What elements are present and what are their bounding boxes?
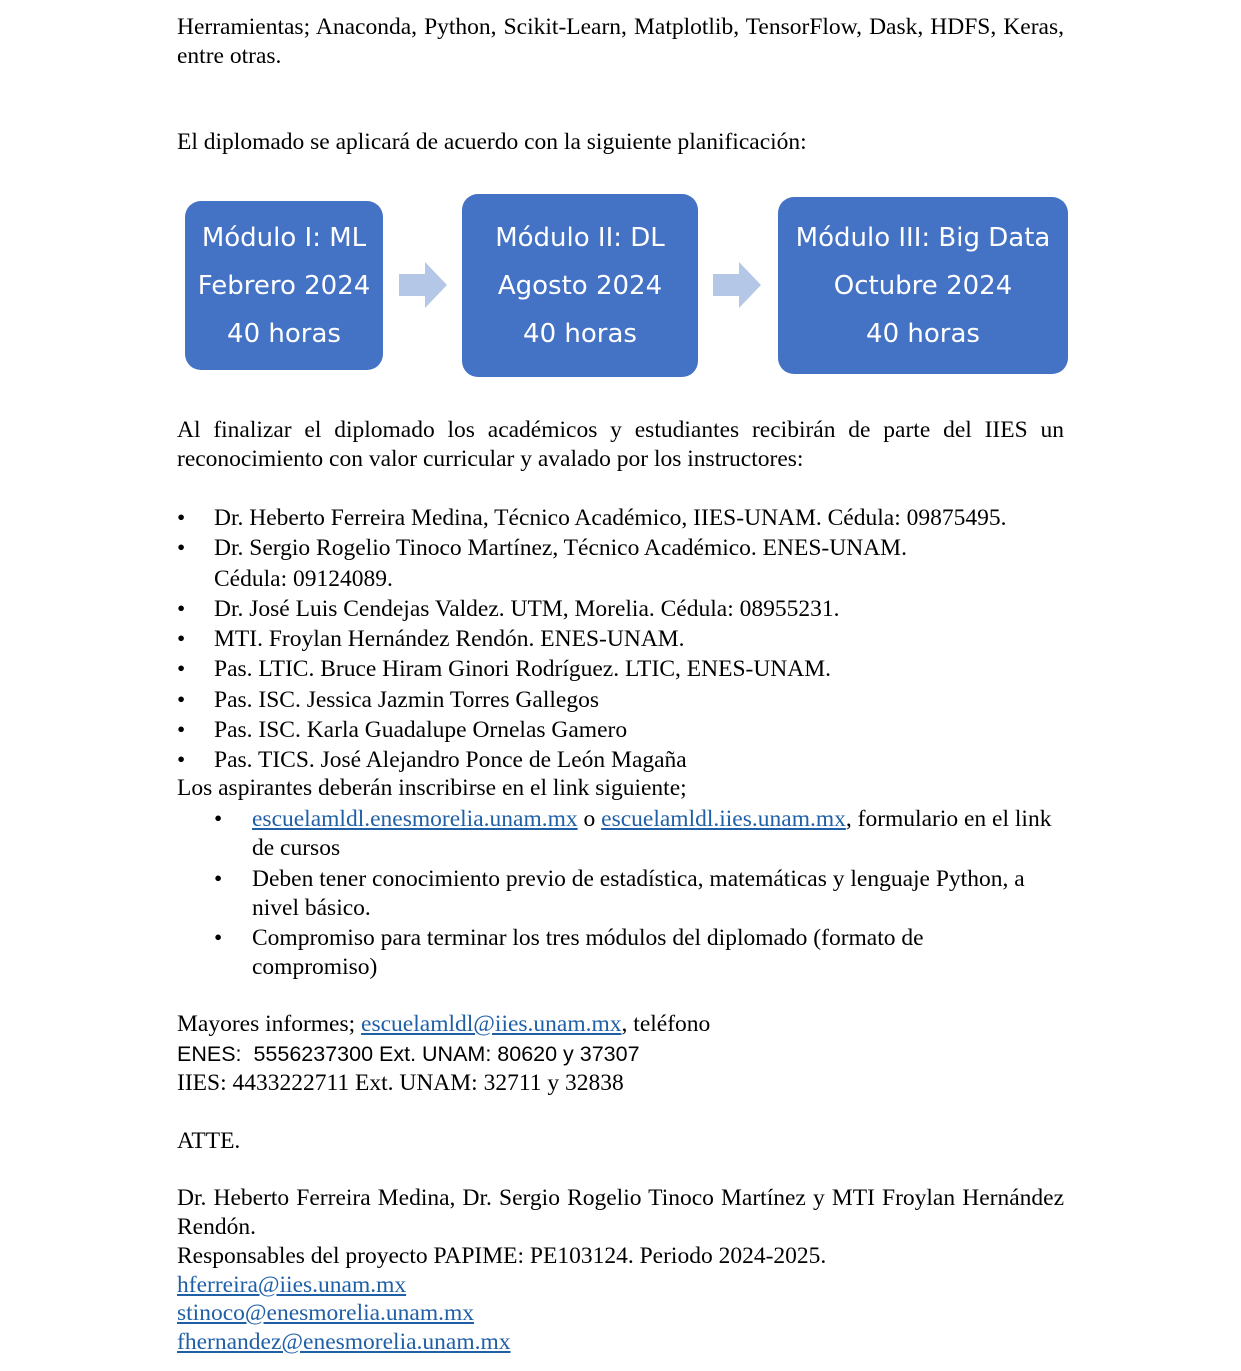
list-item [177, 503, 1077, 533]
requirement-text: Deben tener conocimiento previo de estadística, matemáticas y lenguaje Python, a nivel básico. [252, 865, 1025, 921]
contact-line [177, 1010, 1064, 1039]
instructor-name: Dr. Heberto Ferreira Medina, Técnico Académico, IIES-UNAM. Cédula: 09875495. [214, 505, 1007, 531]
module-1-box [185, 201, 383, 370]
bullet: • [177, 535, 186, 562]
bullet: • [177, 505, 186, 531]
list-item [177, 685, 1077, 715]
arrow-right-icon [713, 262, 761, 308]
recognition-paragraph: Al finalizar el diplomado los académicos y estudiantes recibirán de parte del IIES un reconocimiento con valor curricular y avalado por los instructores: [177, 417, 1064, 472]
list-item [177, 745, 1077, 775]
bullet: • [214, 865, 223, 892]
bullet: • [214, 925, 223, 951]
list-item [177, 715, 1077, 745]
module-2-box [462, 194, 698, 377]
email-line [177, 1328, 1064, 1357]
tools-paragraph: Herramientas; Anaconda, Python, Scikit-Learn, Matplotlib, TensorFlow, Dask, HDFS, Keras, entre otras. [177, 14, 1064, 69]
signers: Dr. Heberto Ferreira Medina, Dr. Sergio Rogelio Tinoco Martínez y MTI Froylan Hernández Rendón. [177, 1185, 1064, 1240]
iies-phone: IIES: 4433222711 Ext. UNAM: 32711 y 32838 [177, 1070, 624, 1096]
email-link-hferreira[interactable]: hferreira@iies.unam.mx [177, 1272, 407, 1298]
bullet: • [177, 686, 186, 713]
atte: ATTE. [177, 1128, 241, 1154]
bullet: • [177, 656, 186, 683]
bullet: • [177, 717, 186, 744]
list-item [177, 533, 974, 594]
instructor-name: Pas. ISC. Karla Guadalupe Ornelas Gamero [214, 717, 628, 744]
requirements-list [214, 805, 1064, 984]
module-date: Febrero 2024 [197, 270, 371, 301]
instructor-name: MTI. Froylan Hernández Rendón. ENES-UNAM. [214, 626, 685, 653]
email-line [177, 1271, 1064, 1300]
email-link-stinoco[interactable]: stinoco@enesmorelia.unam.mx [177, 1300, 475, 1326]
link-tail-text: , formulario en el link de cursos [252, 806, 1052, 861]
module-date: Agosto 2024 [497, 270, 663, 301]
project-line: Responsables del proyecto PAPIME: PE103124. Periodo 2024-2025. [177, 1243, 827, 1269]
registration-link-iies[interactable]: escuelamldl.iies.unam.mx [601, 806, 846, 832]
instructor-name: Pas. TICS. José Alejandro Ponce de León Magaña [214, 747, 687, 774]
arrow-right-icon [399, 262, 447, 308]
bullet: • [214, 806, 223, 832]
or-text: o [577, 806, 602, 832]
bullet: • [177, 747, 186, 774]
bullet: • [177, 595, 186, 622]
contact-suffix: , teléfono [621, 1011, 711, 1037]
instructor-name: Dr. Sergio Rogelio Tinoco Martínez, Técnico Académico. ENES-UNAM. Cédula: 09124089. [214, 535, 907, 592]
module-3-box [778, 197, 1068, 374]
requirement-text: Compromiso para terminar los tres módulos del diplomado (formato de compromiso) [252, 925, 924, 980]
module-hours: 40 horas [523, 318, 637, 349]
list-item [177, 654, 1077, 684]
email-line [177, 1299, 1064, 1328]
bullet: • [177, 626, 186, 653]
module-title: Módulo III: Big Data [795, 222, 1051, 253]
list-item [214, 805, 1064, 863]
module-hours: 40 horas [227, 318, 341, 349]
registration-intro: Los aspirantes deberán inscribirse en el link siguiente; [177, 775, 687, 801]
list-item [214, 865, 1064, 923]
instructor-name: Dr. José Luis Cendejas Valdez. UTM, Morelia. Cédula: 08955231. [214, 595, 840, 622]
module-hours: 40 horas [866, 318, 980, 349]
list-item [214, 924, 992, 982]
module-title: Módulo I: ML [201, 222, 367, 253]
instructor-name: Pas. ISC. Jessica Jazmin Torres Gallegos [214, 686, 599, 713]
module-date: Octubre 2024 [833, 270, 1013, 301]
list-item [177, 624, 1077, 654]
module-title: Módulo II: DL [495, 222, 665, 253]
registration-link-enes[interactable]: escuelamldl.enesmorelia.unam.mx [252, 806, 578, 832]
plan-paragraph: El diplomado se aplicará de acuerdo con la siguiente planificación: [177, 129, 807, 155]
contact-prefix: Mayores informes; [177, 1011, 362, 1037]
contact-email-link[interactable]: escuelamldl@iies.unam.mx [361, 1011, 622, 1037]
instructor-list [177, 503, 1077, 776]
email-link-fhernandez[interactable]: fhernandez@enesmorelia.unam.mx [177, 1329, 511, 1355]
enes-phone: ENES: 5556237300 Ext. UNAM: 80620 y 37307 [177, 1042, 640, 1066]
instructor-name: Pas. LTIC. Bruce Hiram Ginori Rodríguez. LTIC, ENES-UNAM. [214, 656, 832, 683]
list-item [177, 594, 1077, 624]
